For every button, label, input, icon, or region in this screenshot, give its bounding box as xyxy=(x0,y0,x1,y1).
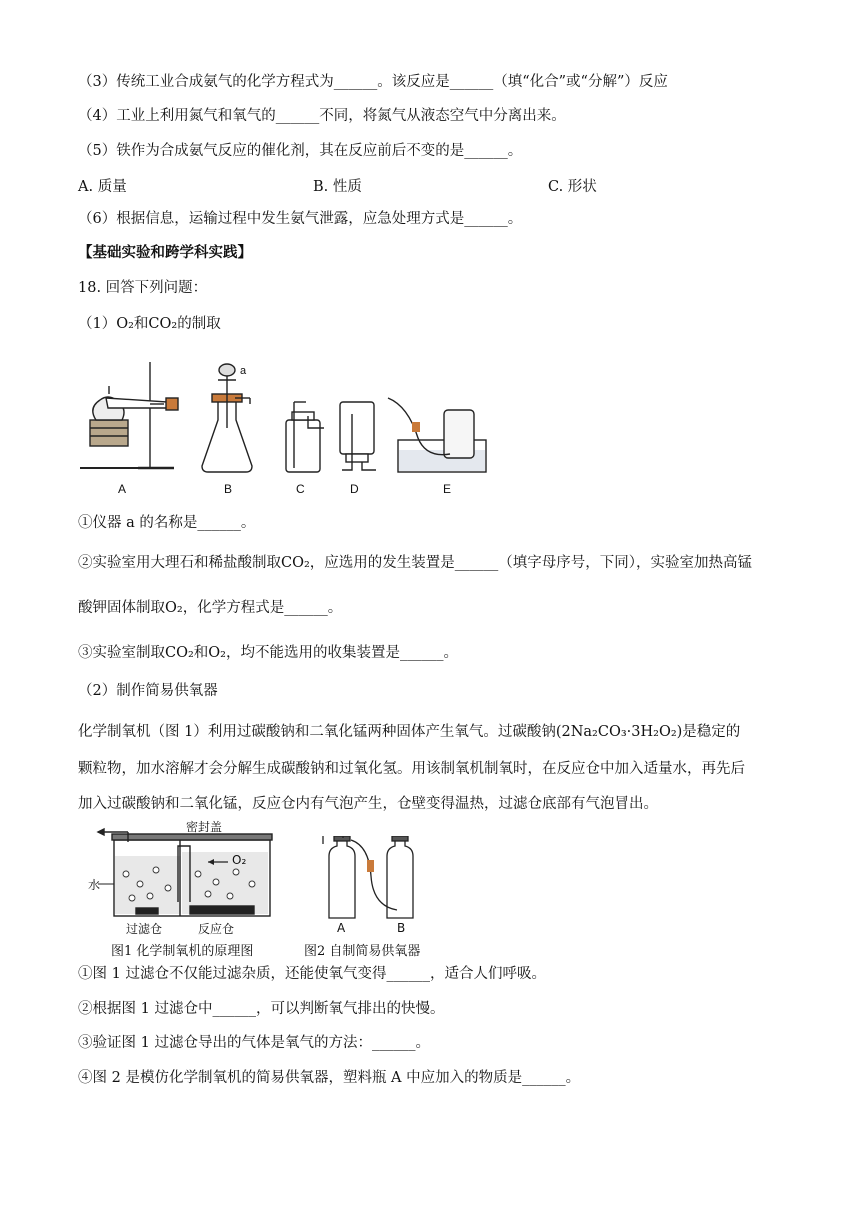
fig-label-e: E xyxy=(443,482,452,496)
p2-q1: ①图 1 过滤仓不仅能过滤杂质，还能使氧气变得______，适合人们呼吸。 xyxy=(78,966,546,982)
paragraph-line2: 颗粒物，加水溶解才会分解生成碳酸钠和过氧化氢。用该制氧机制氧时，在反应仓中加入适量水，再先后 xyxy=(78,761,745,777)
q18-part1-title: （1）O₂和CO₂的制取 xyxy=(78,316,221,332)
figure-2-diy-supplier xyxy=(315,836,425,922)
apparatus-d xyxy=(340,402,376,470)
q17-item-6: （6）根据信息，运输过程中发生氨气泄露，应急处理方式是______。 xyxy=(78,211,523,227)
q17-item-4: （4）工业上利用氮气和氧气的______不同，将氮气从液态空气中分离出来。 xyxy=(78,108,566,124)
p2-q3: ③验证图 1 过滤仓导出的气体是氧气的方法：______。 xyxy=(78,1035,430,1051)
p1-q2-line1: ②实验室用大理石和稀盐酸制取CO₂，应选用的发生装置是______（填字母序号，下同），实验室加热高锰 xyxy=(78,555,753,571)
paragraph-line1: 化学制氧机（图 1）利用过碳酸钠和二氧化锰两种固体产生氧气。过碳酸钠(2Na₂CO₃·3H₂O₂)是稳定的 xyxy=(78,724,741,740)
fig-label-b: B xyxy=(224,482,233,496)
fig1-seal-label: 密封盖 xyxy=(186,820,223,834)
apparatus-c xyxy=(286,402,324,472)
p1-q2-line2: 酸钾固体制取O₂，化学方程式是______。 xyxy=(78,600,343,616)
apparatus-b xyxy=(202,364,252,472)
fig1-filter-label: 过滤仓 xyxy=(126,922,163,936)
p1-q3: ③实验室制取CO₂和O₂，均不能选用的收集装置是______。 xyxy=(78,645,458,661)
q17-item-5: （5）铁作为合成氨气反应的催化剂，其在反应前后不变的是______。 xyxy=(78,143,523,159)
fig1-o2-label: O₂ xyxy=(232,853,247,867)
fig1-caption: 图1 化学制氧机的原理图 xyxy=(111,944,254,959)
fig2-label-a: A xyxy=(337,921,346,935)
apparatus-figure xyxy=(78,358,498,498)
fig-label-a: A xyxy=(118,482,127,496)
option-c: C. 形状 xyxy=(548,179,597,195)
section-title: 【基础实验和跨学科实践】 xyxy=(78,245,252,261)
fig-label-c: C xyxy=(296,482,305,496)
fig1-reactor-label: 反应仓 xyxy=(198,922,235,936)
fig1-water-label: 水 xyxy=(88,878,101,892)
apparatus-e xyxy=(388,398,486,472)
figure-1-oxygen-generator xyxy=(90,818,280,938)
fig-label-d: D xyxy=(350,482,359,496)
fig2-label-b: B xyxy=(397,921,406,935)
p2-q4: ④图 2 是模仿化学制氧机的简易供氧器，塑料瓶 A 中应加入的物质是______。 xyxy=(78,1070,581,1086)
option-a: A. 质量 xyxy=(78,179,127,195)
label-a: a xyxy=(240,365,247,377)
fig2-caption: 图2 自制简易供氧器 xyxy=(304,944,421,959)
q17-item-3: （3）传统工业合成氨气的化学方程式为______。该反应是______（填“化合”或“分解”）反应 xyxy=(78,74,668,90)
p1-q1: ①仪器 a 的名称是______。 xyxy=(78,515,256,531)
paragraph-line3: 加入过碳酸钠和二氧化锰，反应仓内有气泡产生，仓壁变得温热，过滤仓底部有气泡冒出。 xyxy=(78,796,658,812)
p2-q2: ②根据图 1 过滤仓中______，可以判断氧气排出的快慢。 xyxy=(78,1001,445,1017)
option-b: B. 性质 xyxy=(313,179,362,195)
q18-part2-title: （2）制作简易供氧器 xyxy=(78,683,218,699)
apparatus-a xyxy=(80,362,178,468)
q18-stem: 18. 回答下列问题： xyxy=(78,280,208,296)
